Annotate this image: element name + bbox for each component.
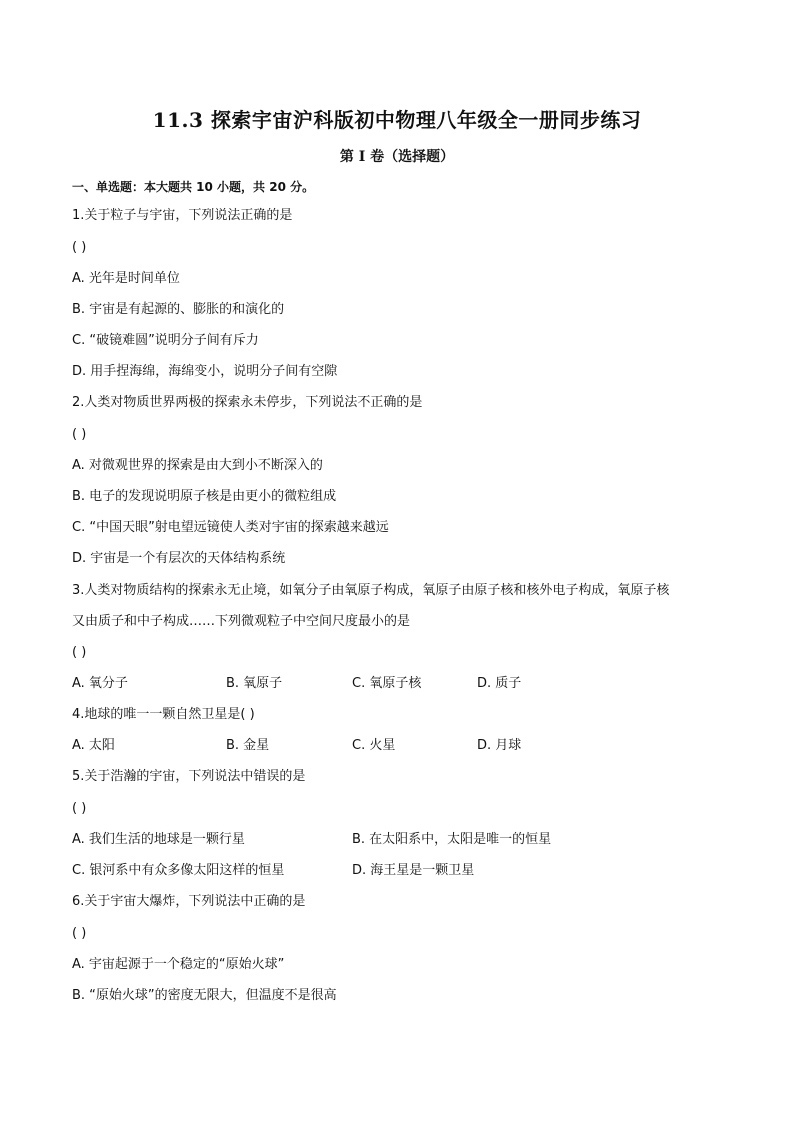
document-title: 11.3 探索宇宙沪科版初中物理八年级全一册同步练习 (152, 108, 642, 132)
question-2-option-a: A. 对微观世界的探索是由大到小不断深入的 (72, 458, 323, 473)
question-6-option-a: A. 宇宙起源于一个稳定的“原始火球” (72, 957, 285, 972)
question-5-option-d: D. 海王星是一颗卫星 (352, 863, 475, 878)
question-1-stem: 1.关于粒子与宇宙，下列说法正确的是 (72, 208, 293, 223)
question-5-stem: 5.关于浩瀚的宇宙，下列说法中错误的是 (72, 769, 306, 784)
question-1-option-b: B. 宇宙是有起源的、膨胀的和演化的 (72, 302, 285, 317)
question-3-option-c: C. 氧原子核 (352, 676, 422, 691)
question-1-option-c: C. “破镜难圆”说明分子间有斥力 (72, 333, 259, 348)
section-heading: 一、单选题：本大题共 10 小题，共 20 分。 (72, 180, 315, 194)
question-2-option-c: C. “中国天眼”射电望远镜使人类对宇宙的探索越来越远 (72, 520, 389, 535)
question-4-option-c: C. 火星 (352, 738, 396, 753)
question-2-stem: 2.人类对物质世界两极的探索永未停步，下列说法不正确的是 (72, 395, 423, 410)
question-3-option-b: B. 氧原子 (226, 676, 283, 691)
question-6-stem: 6.关于宇宙大爆炸，下列说法中正确的是 (72, 894, 306, 909)
volume-heading: 第 I 卷（选择题） (339, 149, 455, 165)
question-1-answer-blank: ( ) (72, 240, 87, 255)
question-2-option-b: B. 电子的发现说明原子核是由更小的微粒组成 (72, 489, 337, 504)
question-3-option-d: D. 质子 (477, 676, 522, 691)
question-3-option-a: A. 氧分子 (72, 676, 128, 691)
question-2-answer-blank: ( ) (72, 427, 87, 442)
question-6-option-b: B. “原始火球”的密度无限大，但温度不是很高 (72, 988, 337, 1003)
question-6-answer-blank: ( ) (72, 926, 87, 941)
question-4-option-b: B. 金星 (226, 738, 270, 753)
question-3-answer-blank: ( ) (72, 645, 87, 660)
question-4-option-a: A. 太阳 (72, 738, 115, 753)
question-3-stem-line-2: 又由质子和中子构成……下列微观粒子中空间尺度最小的是 (72, 614, 411, 629)
question-5-option-b: B. 在太阳系中，太阳是唯一的恒星 (352, 832, 552, 847)
question-2-option-d: D. 宇宙是一个有层次的天体结构系统 (72, 551, 286, 566)
question-1-option-d: D. 用手捏海绵，海绵变小，说明分子间有空隙 (72, 364, 338, 379)
question-5-answer-blank: ( ) (72, 801, 87, 816)
question-1-option-a: A. 光年是时间单位 (72, 271, 180, 286)
question-3-stem-line-1: 3.人类对物质结构的探索永无止境，如氧分子由氧原子构成，氧原子由原子核和核外电子构成，氧原子核 (72, 583, 670, 598)
question-5-option-c: C. 银河系中有众多像太阳这样的恒星 (72, 863, 285, 878)
question-5-option-a: A. 我们生活的地球是一颗行星 (72, 832, 245, 847)
question-4-stem: 4.地球的唯一一颗自然卫星是( ) (72, 707, 255, 722)
question-4-option-d: D. 月球 (477, 738, 522, 753)
